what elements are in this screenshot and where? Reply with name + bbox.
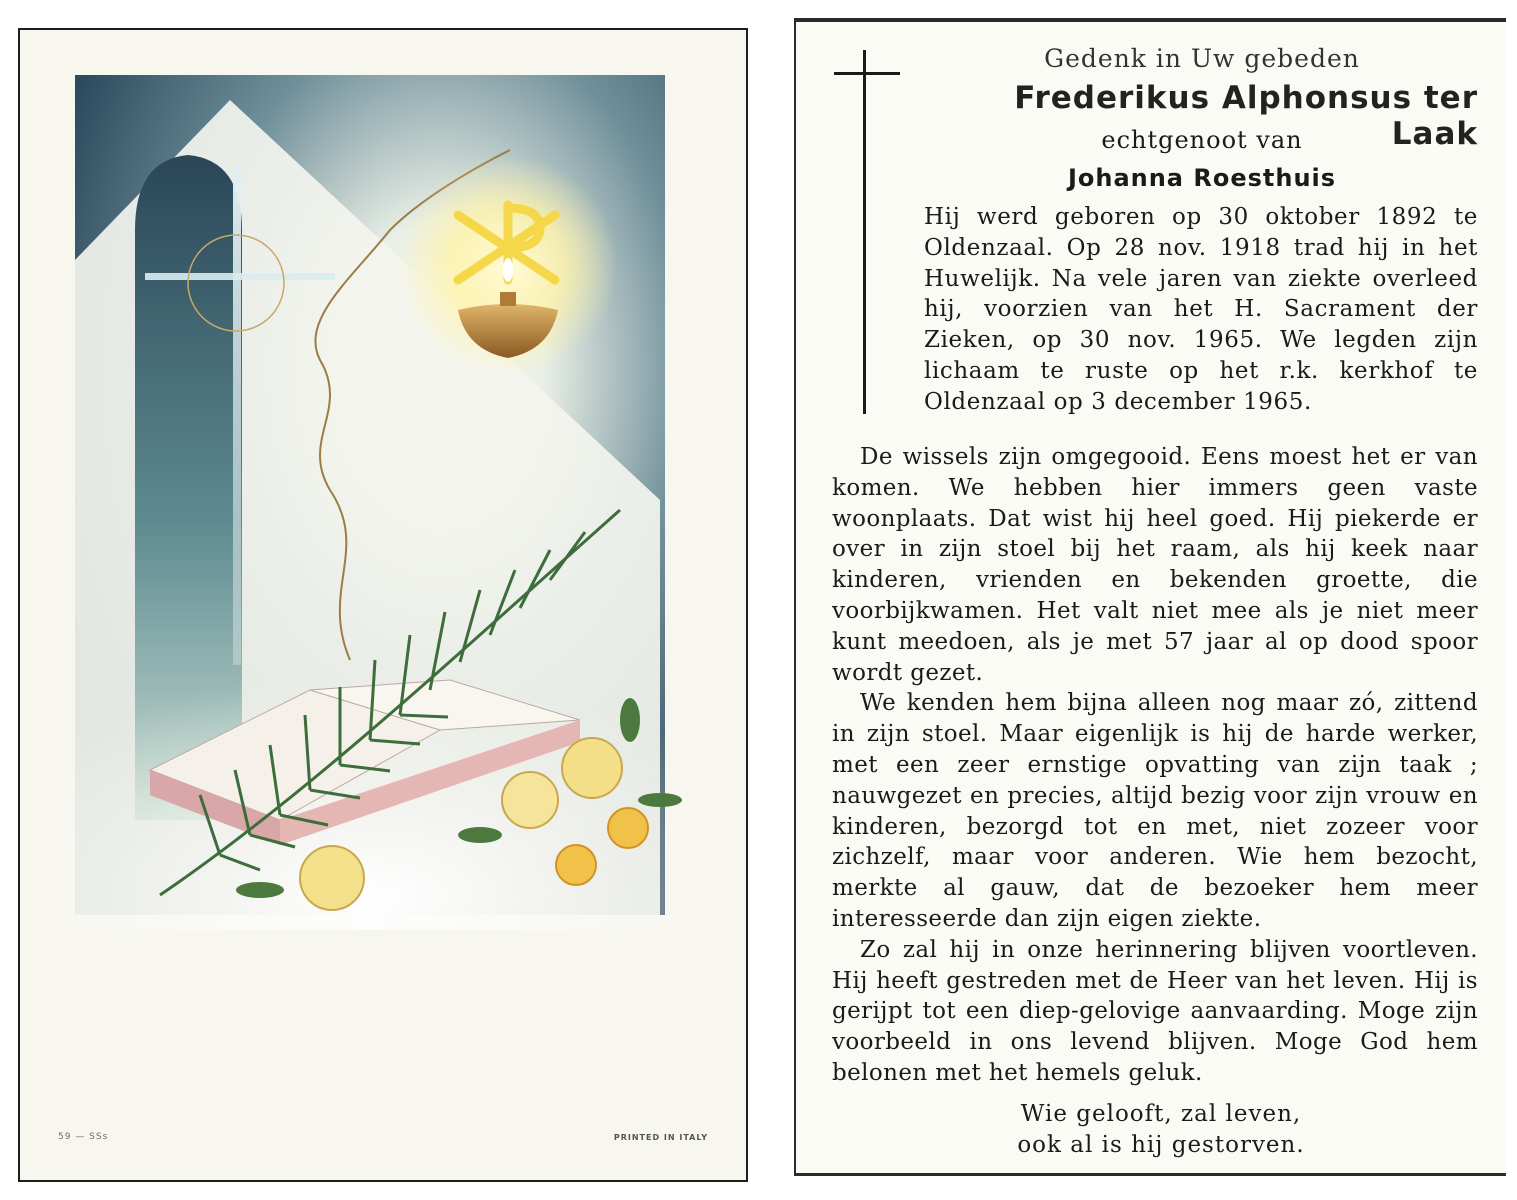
closing-line-2: ook al is hij gestorven. <box>1017 1132 1305 1158</box>
closing-line-1: Wie gelooft, zal leven, <box>1020 1101 1302 1127</box>
deceased-name: Frederikus Alphonsus ter Laak <box>1014 80 1478 152</box>
prayer-request: Gedenk in Uw gebeden <box>1044 44 1360 73</box>
eulogy-paragraph: We kenden hem bijna alleen nog maar zó, zittend in zijn stoel. Maar eigenlijk is hij de harde werker, met een zeer ernstige opvatting van zijn taak ; nauwgezet en precies, altijd bezig voor zijn vrouw en kinderen, bezorgd tot en met, niet zozeer voor zichzelf, maar voor anderen. Wie hem bezocht, merkte al gauw, dat de bezoeker hem meer interesseerde dan zijn eigen ziekte. <box>832 690 1478 932</box>
spouse-name: Johanna Roesthuis <box>1067 164 1337 192</box>
eulogy <box>832 442 1478 1089</box>
devotional-illustration <box>20 30 746 1180</box>
eulogy-paragraph: De wissels zijn omgegooid. Eens moest het er van komen. We hebben hier immers geen vaste woonplaats. Dat wist hij heel goed. Hij piekerde er over in zijn stoel bij het raam, als hij keek naar kinderen, vrienden en bekenden groette, die voorbijkwamen. Het valt niet mee als je niet meer kunt meedoen, als je met 57 jaar al op dood spoor wordt gezet. <box>832 444 1478 686</box>
printed-in-italy-label: PRINTED IN ITALY <box>613 1133 708 1142</box>
biography: Hij werd geboren op 30 oktober 1892 te Oldenzaal. Op 28 nov. 1918 trad hij in het Huwelijk. Na vele jaren van ziekte overleed hij, voorzien van het H. Sacrament der Zieken, op 30 nov. 1965. We legden zijn lichaam te ruste op het r.k. kerkhof te Oldenzaal op 3 december 1965. <box>924 204 1478 415</box>
relation-label: echtgenoot van <box>1101 126 1303 154</box>
cross-bar <box>834 72 900 75</box>
memorial-card-front <box>18 28 748 1182</box>
cross-icon <box>863 50 866 414</box>
closing-verse <box>796 1099 1506 1161</box>
memorial-card-back <box>794 18 1506 1176</box>
footer-code: 59 — SSs <box>58 1132 109 1142</box>
eulogy-paragraph: Zo zal hij in onze herinnering blijven voortleven. Hij heeft gestreden met de Heer van het leven. Hij is gerijpt tot een diep-gelovige aanvaarding. Moge zijn voorbeeld in ons levend blijven. Moge God hem belonen met het hemels geluk. <box>832 936 1478 1086</box>
